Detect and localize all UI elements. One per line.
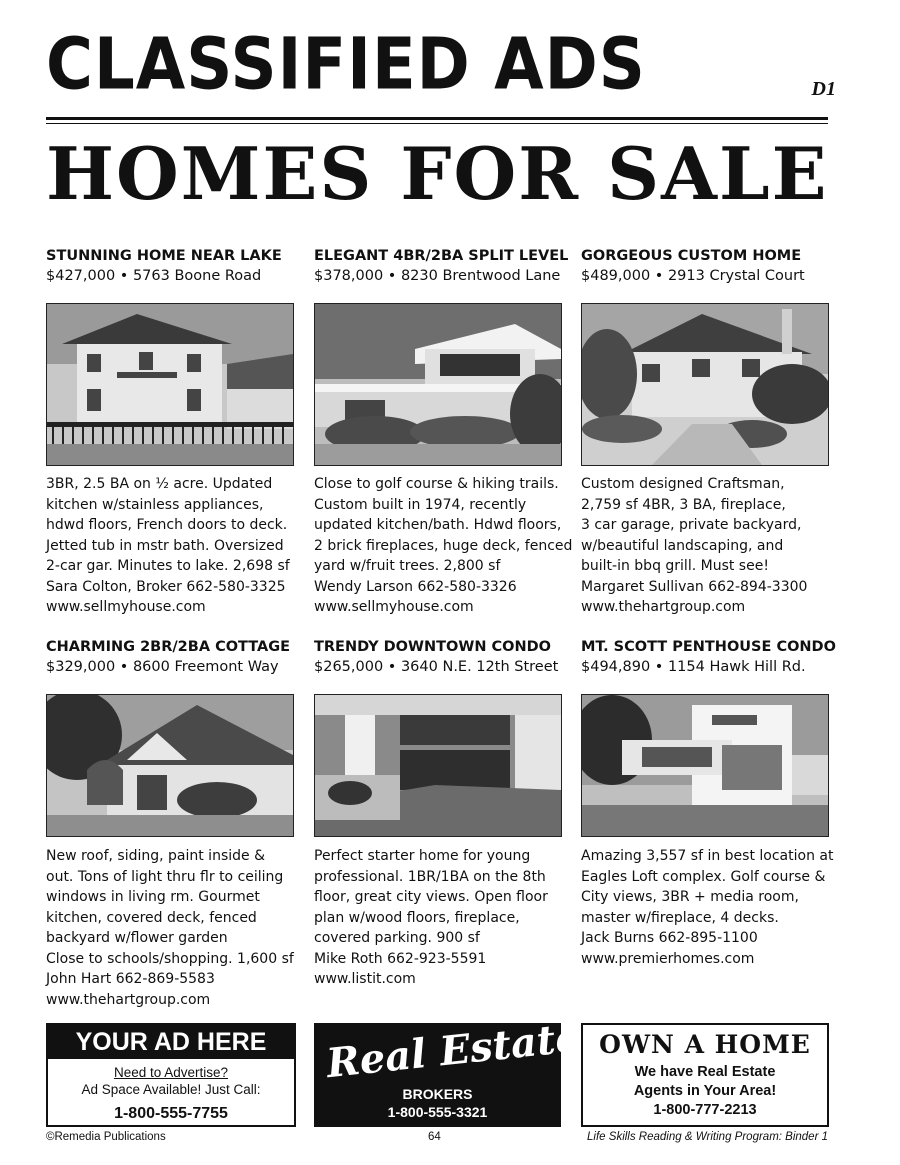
header-rule-thick [46,117,828,120]
ad-title: GORGEOUS CUSTOM HOME [581,248,802,264]
ad-title: TRENDY DOWNTOWN CONDO [314,639,551,655]
own-home-phone: 1-800-777-2213 [653,1102,757,1118]
section-title: HOMES FOR SALE [46,131,829,216]
ad-line: updated kitchen/bath. Hdwd floors, [314,517,562,533]
ad-listing-2 [314,246,573,615]
ad-line: 2 brick fireplaces, huge deck, fenced [314,537,573,554]
ad-line: Margaret Sullivan 662-894-3300 [581,578,808,595]
ad-space-text: Ad Space Available! Just Call: [81,1082,261,1097]
ad-line: 3BR, 2.5 BA on ½ acre. Updated [46,476,273,492]
ad-line: Mike Roth 662-923-5591 [314,950,487,967]
ad-description [314,474,574,618]
ad-title: CHARMING 2BR/2BA COTTAGE [46,639,291,655]
ad-description [581,474,841,618]
masthead-title: CLASSIFIED ADS [46,23,646,107]
condo-photo [314,694,562,837]
ad-line: hdwd floors, French doors to deck. [46,517,288,533]
ad-line: 2,759 sf 4BR, 3 BA, fireplace, [581,496,786,513]
ad-line: John Hart 662-869-5583 [46,971,215,987]
own-home-line2: Agents in Your Area! [633,1083,777,1099]
ad-price-address: $489,000 • 2913 Crystal Court [581,268,805,284]
ad-line: Sara Colton, Broker 662-580-3325 [46,578,286,595]
your-ad-banner: YOUR AD HERE [48,1025,294,1059]
ad-description [314,846,574,990]
advertise-phone: 1-800-555-7755 [114,1105,228,1122]
ad-line: master w/fireplace, 4 decks. [581,909,779,926]
ad-line: covered parking. 900 sf [314,930,480,946]
own-home-line1: We have Real Estate [634,1064,776,1080]
ad-price-address: $329,000 • 8600 Freemont Way [46,659,279,675]
page-code: D1 [811,78,836,100]
brokers-phone: 1-800-555-3321 [387,1104,488,1120]
real-estate-brokers-box [314,1013,583,1127]
ad-line: www.listit.com [314,971,416,987]
ad-line: professional. 1BR/1BA on the 8th [314,868,546,885]
ad-line: www.premierhomes.com [581,950,755,967]
your-ad-here-box [46,1023,296,1127]
ad-line: www.sellmyhouse.com [314,599,474,615]
ad-listing-5 [314,637,564,987]
ad-description [46,846,306,1010]
ad-listing-1 [46,246,296,615]
ad-line: backyard w/flower garden [46,930,228,946]
house-photo [46,694,294,837]
ad-line: Amazing 3,557 sf in best location at [581,848,834,864]
ad-line: www.thehartgroup.com [46,991,211,1008]
ad-line: kitchen, covered deck, fenced [46,909,257,926]
ad-line: windows in living rm. Gourmet [46,889,260,905]
ad-line: www.sellmyhouse.com [46,599,206,615]
real-estate-logo: Real Estate [324,1013,583,1088]
ad-line: Perfect starter home for young [314,848,531,864]
ad-title: STUNNING HOME NEAR LAKE [46,248,282,264]
ad-line: Wendy Larson 662-580-3326 [314,578,517,595]
ad-line: City views, 3BR + media room, [581,889,799,905]
ad-description [46,474,306,618]
house-photo [314,303,562,466]
footer-page-number: 64 [428,1131,441,1143]
house-photo [46,303,294,466]
ad-line: New roof, siding, paint inside & [46,848,265,864]
ad-price-address: $427,000 • 5763 Boone Road [46,268,262,284]
header-rule-thin [46,123,828,124]
ad-listing-6 [581,637,836,967]
ad-line: built-in bbq grill. Must see! [581,558,769,574]
footer-copyright: ©Remedia Publications [46,1131,166,1143]
brokers-label: BROKERS [402,1086,473,1102]
ad-title: ELEGANT 4BR/2BA SPLIT LEVEL [314,248,569,264]
ad-line: yard w/fruit trees. 2,800 sf [314,558,501,574]
ad-title: MT. SCOTT PENTHOUSE CONDO [581,639,836,655]
ad-line: Close to schools/shopping. 1,600 sf [46,950,294,967]
ad-line: Jetted tub in mstr bath. Oversized [46,537,284,554]
ad-price-address: $265,000 • 3640 N.E. 12th Street [314,659,559,675]
ad-price-address: $494,890 • 1154 Hawk Hill Rd. [581,659,806,675]
advertise-prompt: Need to Advertise? [113,1065,229,1080]
ad-description [581,846,841,969]
ad-line: 2-car gar. Minutes to lake. 2,698 sf [46,558,290,574]
ad-line: www.thehartgroup.com [581,599,746,615]
footer-program-title: Life Skills Reading & Writing Program: Binder 1 [587,1131,828,1143]
ad-listing-4 [46,637,296,1008]
own-home-title: OWN A HOME [599,1030,811,1059]
ad-line: w/beautiful landscaping, and [581,537,784,554]
ad-line: Jack Burns 662-895-1100 [581,930,758,946]
ad-line: Custom built in 1974, recently [314,496,527,513]
ad-line: Eagles Loft complex. Golf course & [581,868,826,885]
ad-line: out. Tons of light thru flr to ceiling [46,868,284,885]
ad-line: Custom designed Craftsman, [581,476,785,492]
masthead [46,23,836,107]
ad-price-address: $378,000 • 8230 Brentwood Lane [314,268,561,284]
ad-line: Close to golf course & hiking trails. [314,476,559,492]
ad-line: 3 car garage, private backyard, [581,517,802,533]
ad-listing-3 [581,246,831,615]
ad-line: kitchen w/stainless appliances, [46,496,264,513]
house-photo [581,303,829,466]
ad-line: plan w/wood floors, fireplace, [314,909,520,926]
ad-line: floor, great city views. Open floor [314,889,548,905]
condo-photo [581,694,829,837]
own-a-home-box [581,1023,829,1127]
